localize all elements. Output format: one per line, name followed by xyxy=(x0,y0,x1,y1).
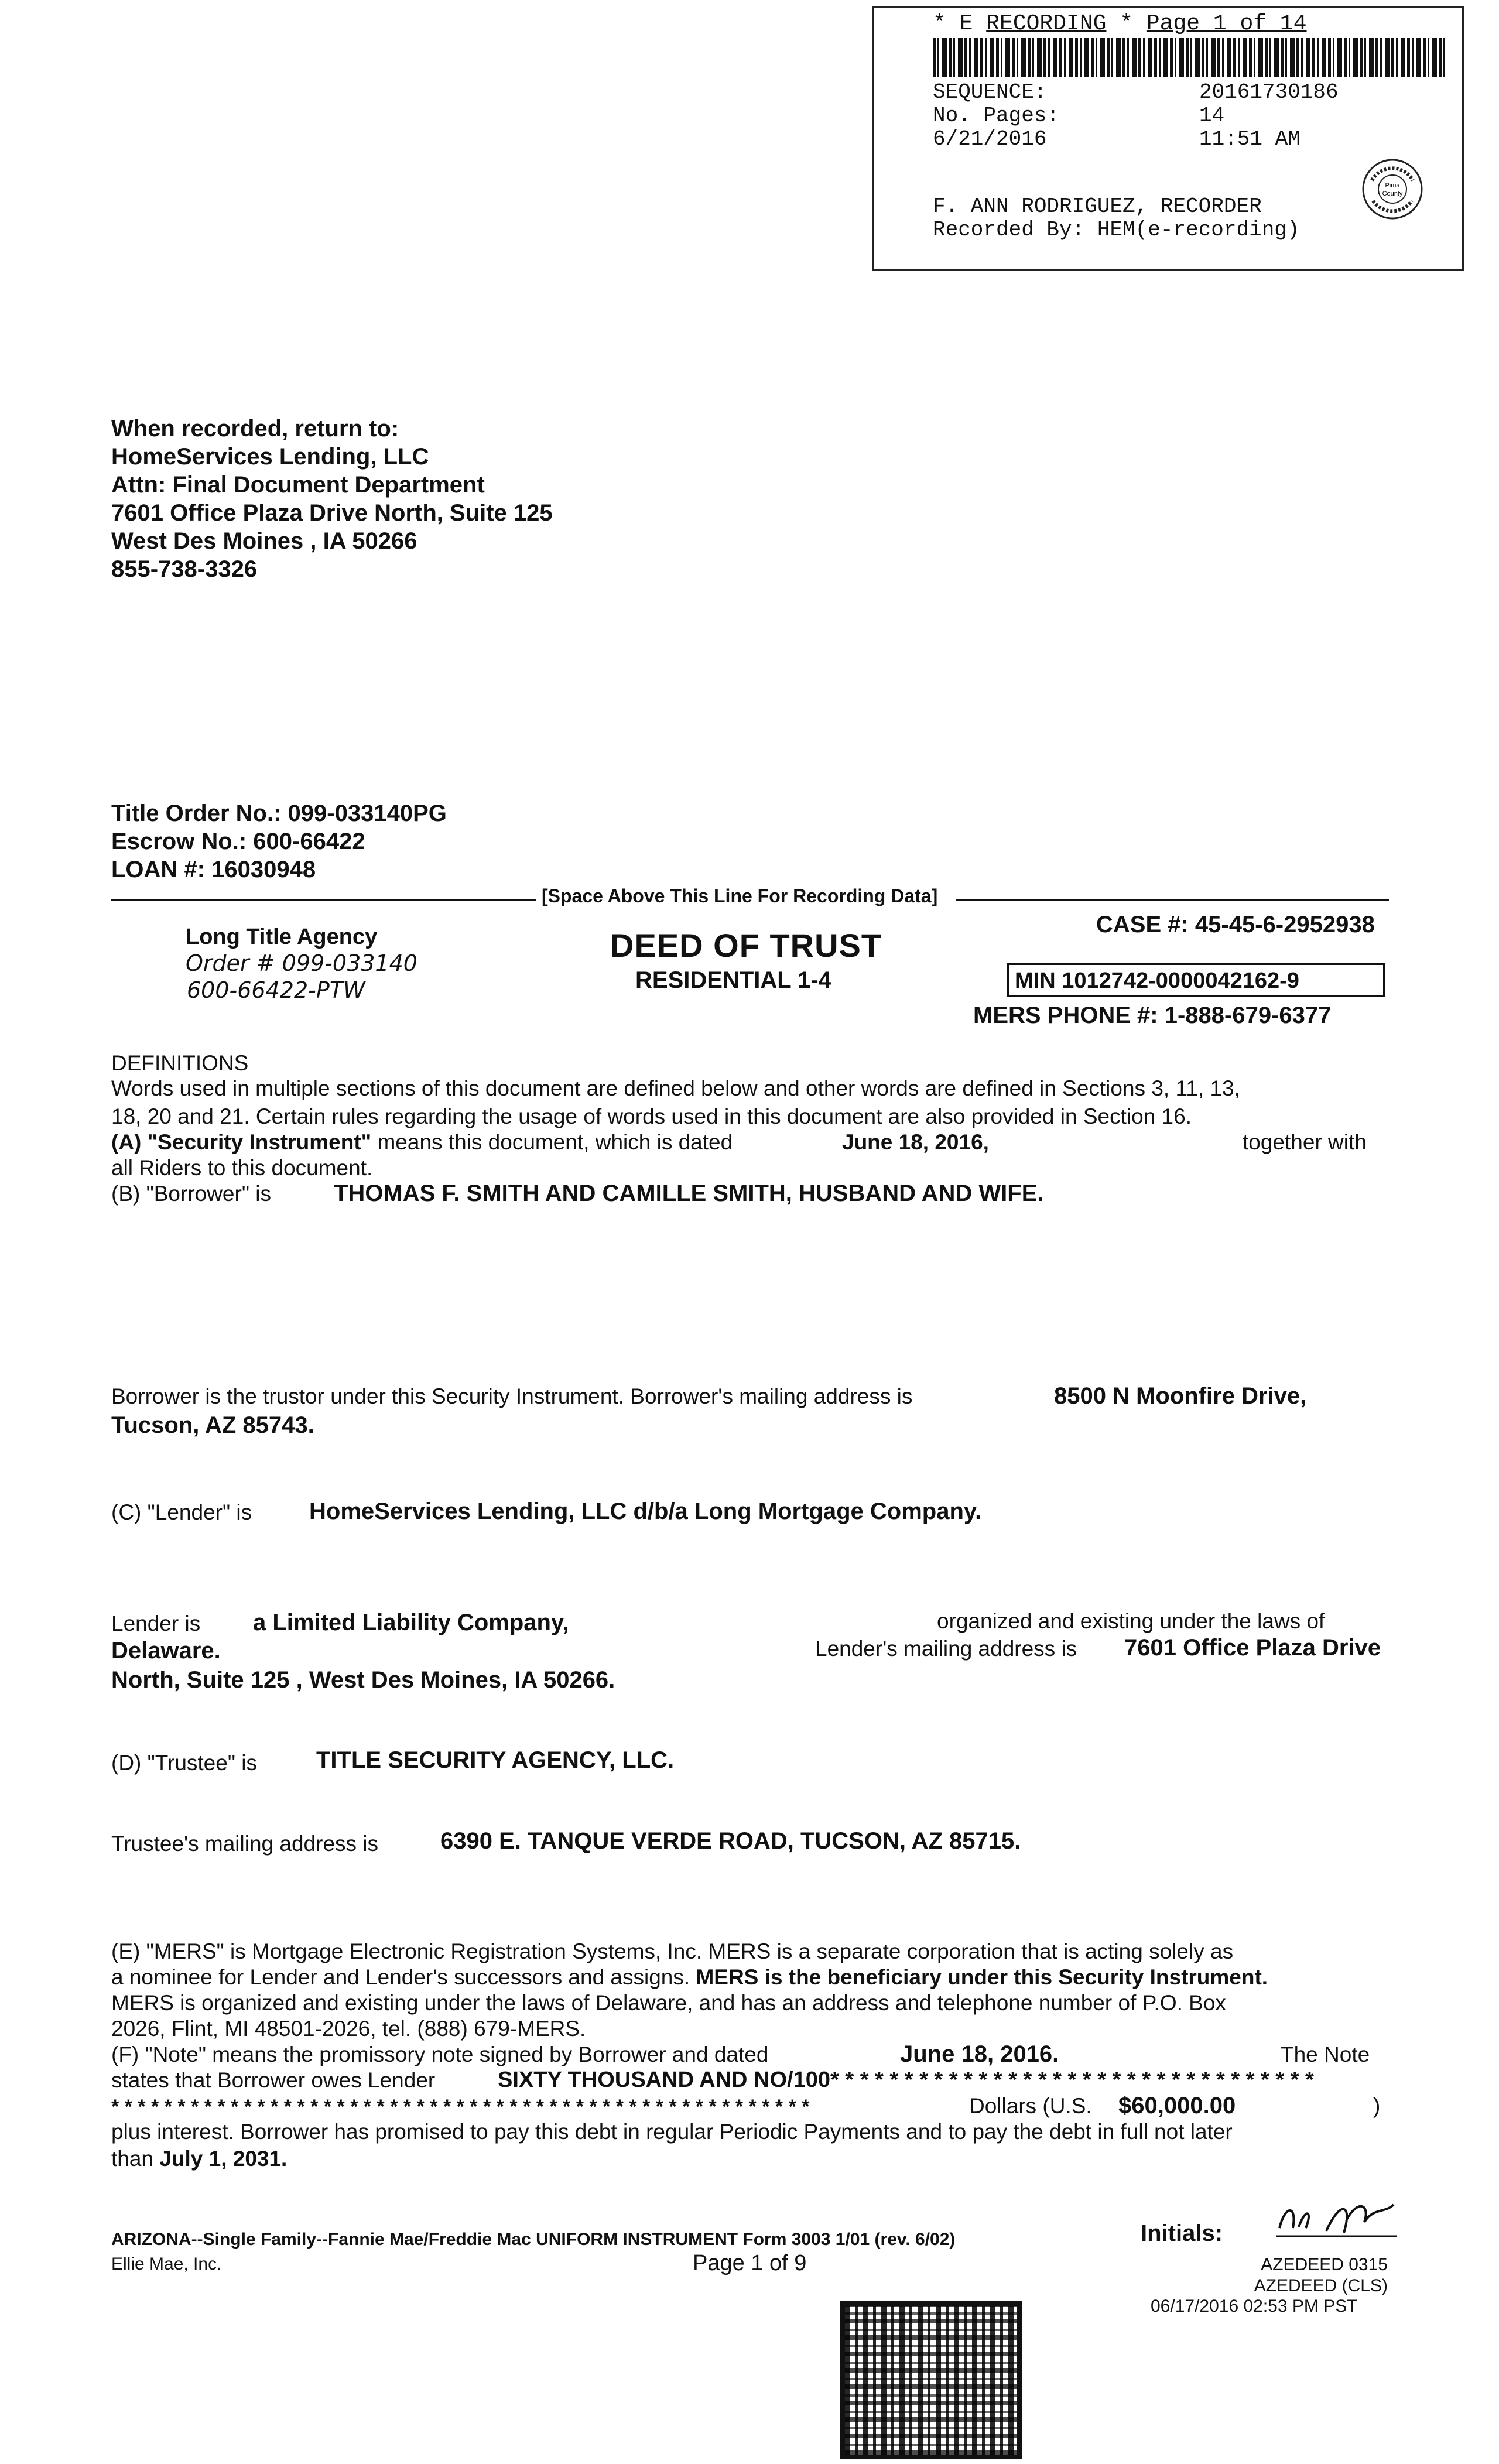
recorder-name: F. ANN RODRIGUEZ, RECORDER xyxy=(933,194,1262,218)
return-to-phone: 855-738-3326 xyxy=(111,556,258,582)
agency-stamp-text: Long Title Agency xyxy=(186,925,378,949)
recorded-by: Recorded By: HEM(e-recording) xyxy=(933,218,1300,242)
form-codes xyxy=(1233,2254,1388,2297)
lender-mailing-line-1: 7601 Office Plaza Drive xyxy=(1124,1635,1381,1661)
return-to-heading: When recorded, return to: xyxy=(111,416,399,442)
stamp-header-prefix: * E xyxy=(933,11,987,36)
organized-text: organized and existing under the laws of xyxy=(937,1609,1325,1633)
return-to-street: 7601 Office Plaza Drive North, Suite 125 xyxy=(111,500,553,526)
definition-e-line-1: (E) "MERS" is Mortgage Electronic Registration Systems, Inc. MERS is a separate corporation that is acting solely as xyxy=(111,1939,1234,1963)
trustee-mailing-label: Trustee's mailing address is xyxy=(111,1832,379,1856)
security-instrument-date: June 18, 2016, xyxy=(842,1130,989,1154)
form-identifier: ARIZONA--Single Family--Fannie Mae/Freddie Mac UNIFORM INSTRUMENT Form 3003 1/01 (rev. 6/02) xyxy=(111,2230,956,2249)
definition-e-line-3: MERS is organized and existing under the laws of Delaware, and has an address and telephone number of P.O. Box xyxy=(111,1991,1226,2015)
definition-b-label: (B) "Borrower" is xyxy=(111,1182,271,1206)
owes-text: states that Borrower owes Lender xyxy=(111,2068,436,2092)
lender-name: HomeServices Lending, LLC d/b/a Long Mortgage Company. xyxy=(309,1498,982,1524)
definition-a xyxy=(111,1129,733,1156)
definition-c-label: (C) "Lender" is xyxy=(111,1500,252,1524)
return-to-company: HomeServices Lending, LLC xyxy=(111,444,429,470)
pages-label: No. Pages: xyxy=(933,104,1060,128)
mers-nominee-text: a nominee for Lender and Lender's successors and assigns. xyxy=(111,1965,690,1989)
form-code-2: AZEDEED (CLS) xyxy=(1254,2276,1388,2295)
definitions-heading: DEFINITIONS xyxy=(111,1051,249,1075)
min-number-box: MIN 1012742-0000042162-9 xyxy=(1007,963,1385,997)
page-number: Page 1 of 9 xyxy=(693,2251,807,2275)
borrower-names: THOMAS F. SMITH AND CAMILLE SMITH, HUSBAND AND WIFE. xyxy=(334,1180,1044,1206)
borrower-address-line-2: Tucson, AZ 85743. xyxy=(111,1412,314,1438)
pages-value: 14 xyxy=(1199,104,1225,128)
trustee-name: TITLE SECURITY AGENCY, LLC. xyxy=(316,1747,675,1773)
handwritten-escrow: 600-66422-PTW xyxy=(187,977,365,1003)
reference-block xyxy=(111,799,447,884)
document-title: DEED OF TRUST xyxy=(610,927,882,964)
definition-f-label: (F) "Note" xyxy=(111,2042,206,2066)
county-seal-icon xyxy=(1360,157,1425,221)
recording-divider-right xyxy=(956,899,1389,901)
svg-text:County: County xyxy=(1382,190,1403,197)
stamp-header-recording: RECORDING xyxy=(986,11,1107,36)
escrow-number: 600-66422 xyxy=(253,829,365,854)
mers-beneficiary-text: MERS is the beneficiary under this Security Instrument. xyxy=(696,1965,1268,1989)
loan-number: 16030948 xyxy=(211,857,316,882)
recording-time: 11:51 AM xyxy=(1199,127,1300,151)
lender-entity-type: a Limited Liability Company, xyxy=(253,1610,569,1635)
loan-amount: $60,000.00 xyxy=(1118,2093,1236,2119)
definition-e-line-4: 2026, Flint, MI 48501-2026, tel. (888) 679-MERS. xyxy=(111,2017,586,2041)
definition-a-line-2: all Riders to this document. xyxy=(111,1156,373,1180)
svg-text:Pima: Pima xyxy=(1385,182,1400,189)
handwritten-order: Order # 099-033140 xyxy=(186,950,417,976)
maturity-date: July 1, 2031. xyxy=(159,2147,288,2171)
print-timestamp: 06/17/2016 02:53 PM PST xyxy=(1151,2297,1358,2316)
recording-divider-left xyxy=(111,899,536,901)
title-order-number: 099-033140PG xyxy=(288,800,447,826)
recording-stamp xyxy=(872,6,1464,271)
dollars-label: Dollars (U.S. xyxy=(969,2094,1092,2118)
lender-mailing-label: Lender's mailing address is xyxy=(815,1637,1077,1661)
trustee-mailing-address: 6390 E. TANQUE VERDE ROAD, TUCSON, AZ 85715. xyxy=(440,1828,1021,1854)
sequence-value: 20161730186 xyxy=(1199,80,1339,104)
borrower-address-line-1: 8500 N Moonfire Drive, xyxy=(1054,1383,1307,1409)
lender-is-label: Lender is xyxy=(111,1611,201,1635)
return-to-attn: Attn: Final Document Department xyxy=(111,472,485,498)
recording-date: 6/21/2016 xyxy=(933,127,1047,151)
loan-label: LOAN #: xyxy=(111,857,205,882)
note-date: June 18, 2016. xyxy=(900,2041,1059,2067)
payment-statement: plus interest. Borrower has promised to pay this debt in regular Periodic Payments and to pay the debt in full not later xyxy=(111,2120,1233,2144)
definition-f xyxy=(111,2041,768,2068)
than-text: than xyxy=(111,2147,154,2171)
definition-b xyxy=(111,1180,271,1207)
amount-filler-stars: * * * * * * * * * * * * * * * * * * * * * * * * * * * * * * * * * * * * * * * * * * * * * * * * * * * * * xyxy=(111,2096,810,2118)
stamp-header-sep: * xyxy=(1106,11,1147,36)
definition-a-text: means this document, which is dated xyxy=(371,1130,733,1154)
form-code-1: AZEDEED 0315 xyxy=(1261,2255,1388,2274)
definitions-intro-line-1: Words used in multiple sections of this document are defined below and other words are defined in Sections 3, 11, 13, xyxy=(111,1076,1240,1100)
dollars-close-paren: ) xyxy=(1373,2094,1381,2118)
return-to-block xyxy=(111,415,553,583)
definition-f-tail: The Note xyxy=(1281,2042,1370,2066)
escrow-label: Escrow No.: xyxy=(111,829,247,854)
definition-a-label: (A) "Security Instrument" xyxy=(111,1130,372,1154)
return-to-city: West Des Moines , IA 50266 xyxy=(111,528,417,554)
case-number: CASE #: 45-45-6-2952938 xyxy=(1096,912,1375,937)
stamp-barcode xyxy=(933,38,1448,77)
stamp-header-page: Page 1 of 14 xyxy=(1146,11,1307,36)
trustor-statement: Borrower is the trustor under this Security Instrument. Borrower's mailing address is xyxy=(111,1384,913,1408)
definition-a-tail: together with xyxy=(1243,1130,1367,1154)
form-vendor: Ellie Mae, Inc. xyxy=(111,2254,222,2274)
initials-label: Initials: xyxy=(1141,2220,1223,2246)
document-subtitle: RESIDENTIAL 1-4 xyxy=(635,967,831,993)
lender-mailing-line-2: North, Suite 125 , West Des Moines, IA 50266. xyxy=(111,1667,615,1693)
sequence-label: SEQUENCE: xyxy=(933,80,1047,104)
borrower-initials-signature xyxy=(1271,2187,1405,2251)
definition-e-line-2 xyxy=(111,1964,1268,1991)
lender-state: Delaware. xyxy=(111,1638,221,1664)
space-above-line-text: [Space Above This Line For Recording Data] xyxy=(542,885,938,906)
amount-in-words: SIXTY THOUSAND AND NO/100* * * * * * * * * * * * * * * * * * * * * * * * * * * * * * * * * xyxy=(498,2068,1314,2092)
maturity-line xyxy=(111,2145,287,2172)
definitions-intro-line-2: 18, 20 and 21. Certain rules regarding the usage of words used in this document are also provided in Section 16. xyxy=(111,1104,1192,1128)
stamp-header xyxy=(933,11,1307,36)
definition-d-label: (D) "Trustee" is xyxy=(111,1751,257,1775)
handwritten-order-note xyxy=(184,919,512,1007)
mers-phone: MERS PHONE #: 1-888-679-6377 xyxy=(973,1002,1332,1028)
definition-f-text: means the promissory note signed by Borrower and dated xyxy=(206,2042,769,2066)
document-2d-barcode xyxy=(840,2301,1022,2459)
title-order-label: Title Order No.: xyxy=(111,800,282,826)
